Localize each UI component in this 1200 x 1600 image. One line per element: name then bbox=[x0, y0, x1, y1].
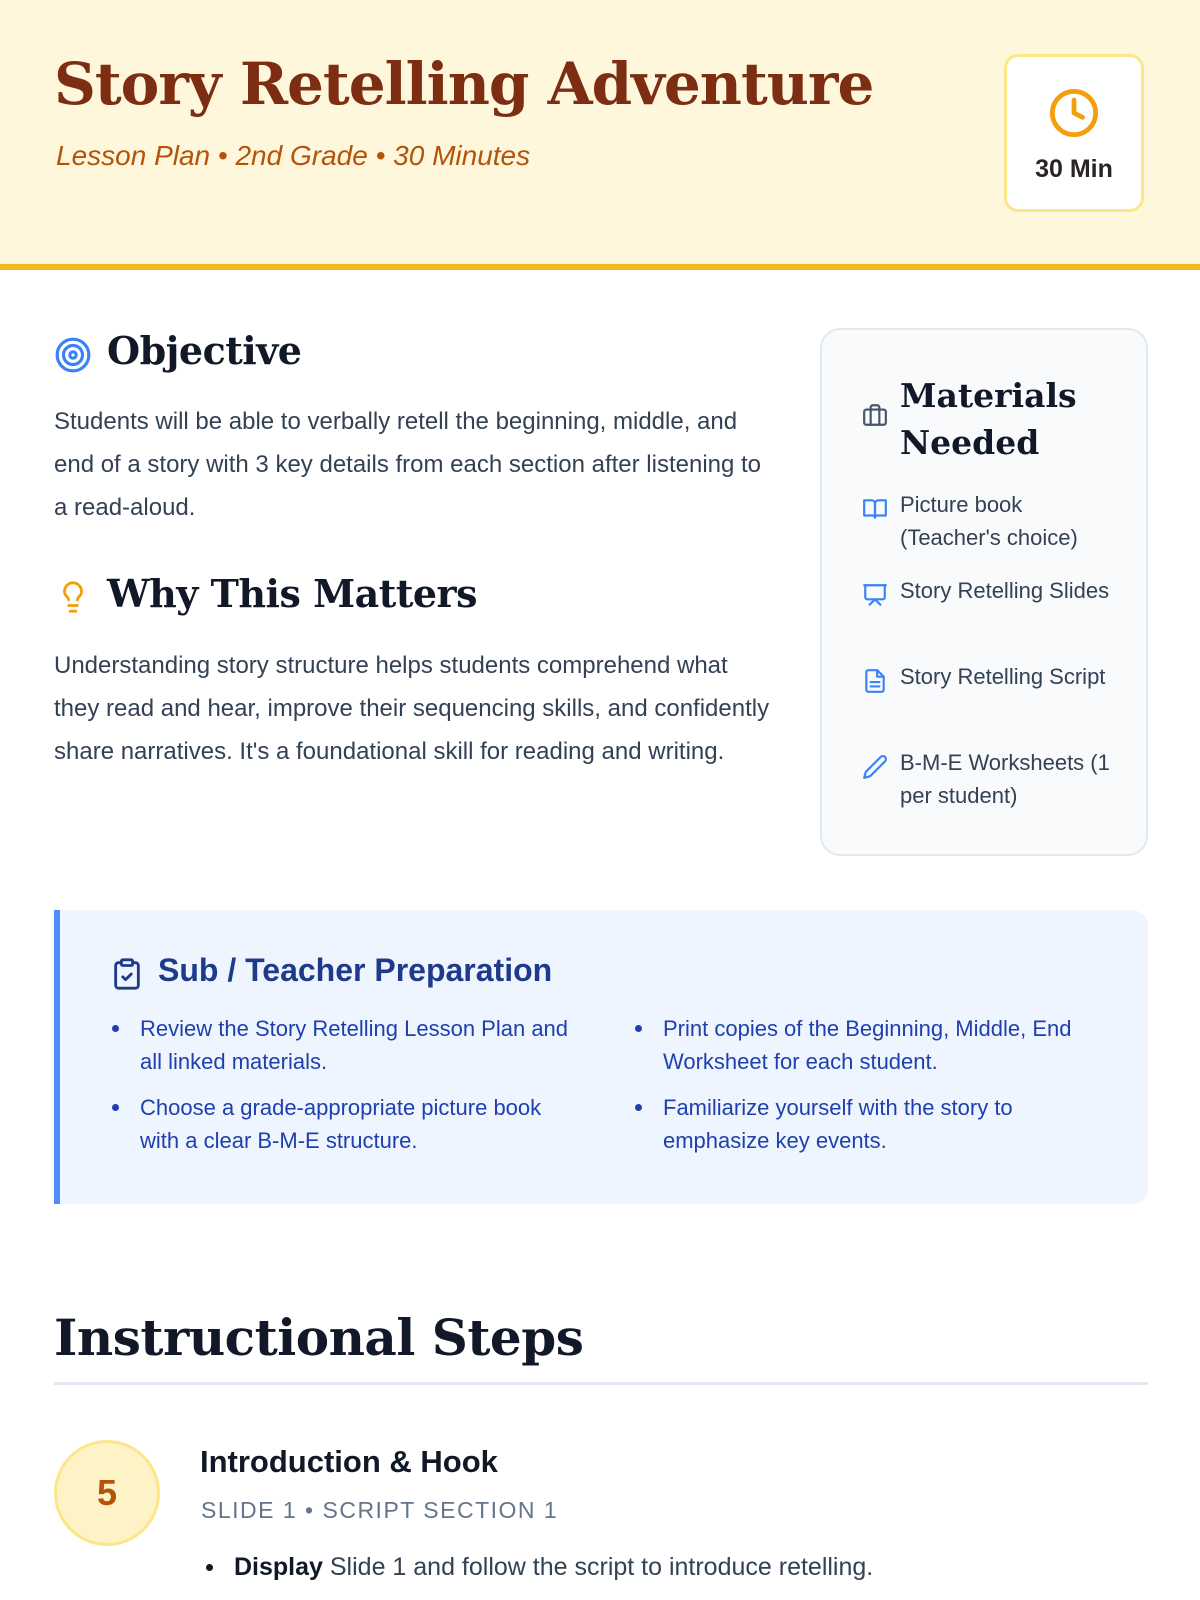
objective-text: Students will be able to verbally retell the beginning, middle, and end of a story with 3 key details from each section after listening to a read-aloud. bbox=[54, 408, 762, 521]
lesson-header bbox=[0, 0, 1200, 270]
pencil-icon bbox=[862, 754, 888, 780]
time-badge-label: 30 Min bbox=[1035, 155, 1113, 183]
steps-heading: Instructional Steps bbox=[54, 1308, 584, 1367]
step-bullet-text: Slide 1 and follow the script to introduce retelling. bbox=[322, 1553, 874, 1581]
material-item-worksheets: B-M-E Worksheets (1 per student) bbox=[900, 750, 1110, 808]
book-icon bbox=[862, 496, 888, 522]
clipboard-check-icon bbox=[110, 955, 144, 993]
briefcase-icon bbox=[862, 402, 888, 428]
material-item-picture-book: Picture book (Teacher's choice) bbox=[900, 492, 1078, 550]
prep-item: Review the Story Retelling Lesson Plan and all linked materials. bbox=[110, 1012, 570, 1078]
materials-heading: Materials Needed bbox=[900, 376, 1077, 462]
prep-list-left bbox=[110, 1012, 570, 1170]
step-bullet-verb: Display bbox=[234, 1553, 323, 1581]
lesson-subtitle: Lesson Plan • 2nd Grade • 30 Minutes bbox=[56, 140, 531, 171]
step-number-badge: 5 bbox=[54, 1440, 160, 1546]
clock-icon bbox=[1048, 87, 1100, 139]
prep-item: Choose a grade-appropriate picture book with a clear B-M-E structure. bbox=[110, 1091, 570, 1157]
why-text: Understanding story structure helps students comprehend what they read and hear, improve their sequencing skills, and confidently share narratives. It's a foundational skill for reading and writing. bbox=[54, 652, 770, 765]
prep-item: Familiarize yourself with the story to emphasize key events. bbox=[633, 1091, 1093, 1157]
target-icon bbox=[54, 336, 92, 374]
step-title: Introduction & Hook bbox=[200, 1444, 498, 1479]
step-subtitle: SLIDE 1 • SCRIPT SECTION 1 bbox=[201, 1497, 559, 1523]
page-title: Story Retelling Adventure bbox=[54, 50, 874, 118]
document-icon bbox=[862, 668, 888, 694]
teacher-prep-panel bbox=[54, 910, 1148, 1204]
time-badge bbox=[1004, 54, 1144, 212]
step-bullet bbox=[200, 1547, 873, 1587]
lightbulb-icon bbox=[56, 577, 90, 617]
prep-heading: Sub / Teacher Preparation bbox=[158, 952, 553, 988]
objective-heading: Objective bbox=[107, 328, 302, 373]
material-item-script: Story Retelling Script bbox=[900, 664, 1106, 689]
prep-item: Print copies of the Beginning, Middle, End Worksheet for each student. bbox=[633, 1012, 1093, 1078]
presentation-icon bbox=[862, 582, 888, 608]
material-item-slides: Story Retelling Slides bbox=[900, 578, 1110, 603]
why-heading: Why This Matters bbox=[107, 571, 477, 616]
divider bbox=[54, 1382, 1148, 1385]
materials-card bbox=[820, 328, 1148, 856]
prep-list-right bbox=[633, 1012, 1093, 1170]
